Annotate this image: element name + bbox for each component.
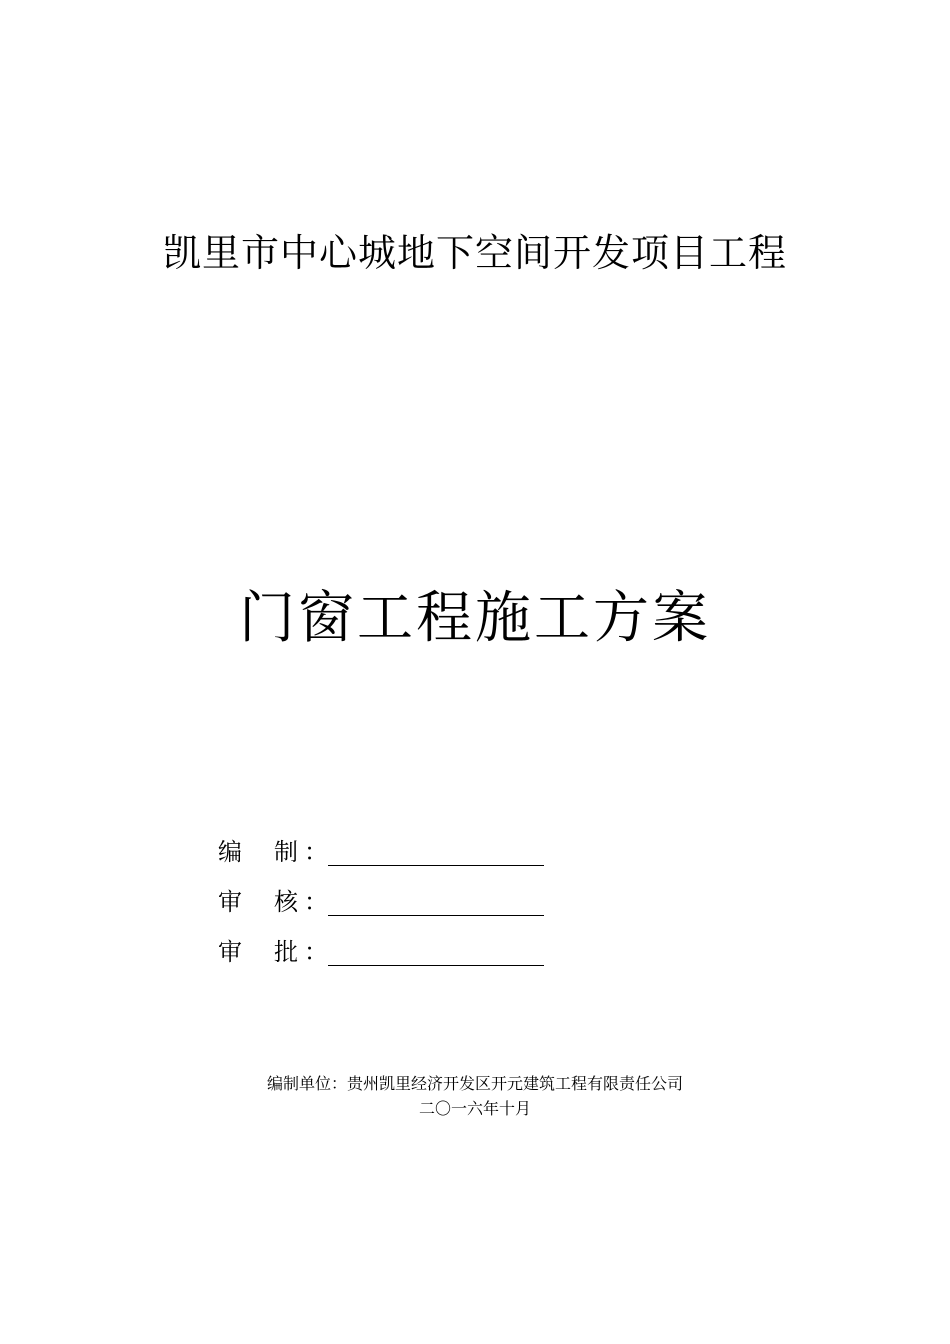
document-title: 门窗工程施工方案 <box>239 586 711 651</box>
compile-date: 二〇一六年十月 <box>418 1099 531 1118</box>
compiling-unit: 编制单位：贵州凯里经济开发区开元建筑工程有限责任公司 <box>266 1074 683 1093</box>
sign-label: 审 批 ： <box>218 938 328 966</box>
sign-row-compiled-by <box>218 828 558 868</box>
sign-row-approved-by <box>218 928 558 968</box>
sign-row-reviewed-by <box>218 878 558 918</box>
signature-line <box>328 885 544 916</box>
project-title: 凯里市中心城地下空间开发项目工程 <box>162 231 787 275</box>
sign-label: 审 核 ： <box>218 888 328 916</box>
signature-block <box>218 828 558 978</box>
signature-line <box>328 835 544 866</box>
signature-line <box>328 935 544 966</box>
sign-label: 编 制 ： <box>218 838 328 866</box>
